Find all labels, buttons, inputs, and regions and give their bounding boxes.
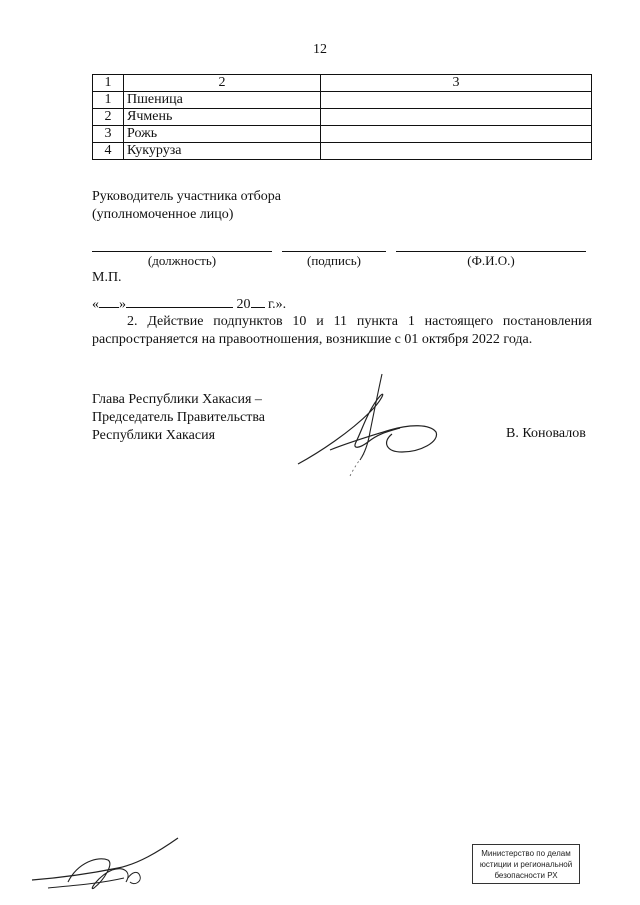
- head-title-line1: Глава Республики Хакасия –: [92, 392, 262, 407]
- year-blank: [251, 296, 265, 308]
- handwritten-signature-main: [290, 372, 440, 482]
- handwritten-initials-bottom: [28, 832, 188, 897]
- table-cell-num: 4: [93, 143, 124, 160]
- name-caption: (Ф.И.О.): [467, 253, 515, 268]
- ministry-stamp: [472, 844, 580, 884]
- signature-underline: [282, 251, 386, 252]
- head-title-line2: Председатель Правительства: [92, 410, 265, 425]
- page-number: 12: [313, 42, 327, 57]
- stamp-line: юстиции и региональной: [479, 860, 573, 869]
- paragraph-2: [92, 313, 592, 349]
- table-row: [93, 109, 592, 126]
- signature-caption: (подпись): [307, 253, 361, 268]
- year-suffix: г.».: [268, 297, 287, 312]
- name-underline: [396, 251, 586, 252]
- table-row: [93, 126, 592, 143]
- table-row: [93, 92, 592, 109]
- date-line: [92, 296, 286, 313]
- day-blank: [99, 296, 119, 308]
- table-cell-num: 2: [93, 109, 124, 126]
- table-cell-crop: Кукуруза: [124, 143, 321, 160]
- table-header-cell: 2: [124, 75, 321, 92]
- seal-label: М.П.: [92, 270, 122, 285]
- table-cell-crop: Пшеница: [124, 92, 321, 109]
- table-cell-value: [321, 143, 592, 160]
- date-open-quote: «: [92, 297, 99, 312]
- signatory-title: Руководитель участника отбора: [92, 189, 281, 204]
- stamp-line: Министерство по делам: [481, 849, 571, 858]
- paragraph-text: 2. Действие подпунктов 10 и 11 пункта 1 настоящего постановления распространяется на правоотношения, возникшие с 01 октября 2022 года.: [92, 314, 592, 347]
- table-cell-value: [321, 92, 592, 109]
- crops-table: [92, 74, 592, 160]
- table-header-cell: 1: [93, 75, 124, 92]
- table-header-row: [93, 75, 592, 92]
- position-caption: (должность): [147, 253, 217, 268]
- table-cell-crop: Ячмень: [124, 109, 321, 126]
- table-header-cell: 3: [321, 75, 592, 92]
- signatory-subtitle: (уполномоченное лицо): [92, 207, 234, 222]
- head-name: В. Коновалов: [506, 426, 586, 441]
- table-row: [93, 143, 592, 160]
- date-close-quote: »: [119, 297, 126, 312]
- table-cell-value: [321, 126, 592, 143]
- table-cell-num: 1: [93, 92, 124, 109]
- head-title-line3: Республики Хакасия: [92, 428, 216, 443]
- table-cell-crop: Рожь: [124, 126, 321, 143]
- table-cell-value: [321, 109, 592, 126]
- month-blank: [126, 296, 233, 308]
- stamp-line: безопасности РХ: [494, 871, 558, 880]
- year-prefix: 20: [236, 297, 251, 312]
- position-underline: [92, 251, 272, 252]
- table-cell-num: 3: [93, 126, 124, 143]
